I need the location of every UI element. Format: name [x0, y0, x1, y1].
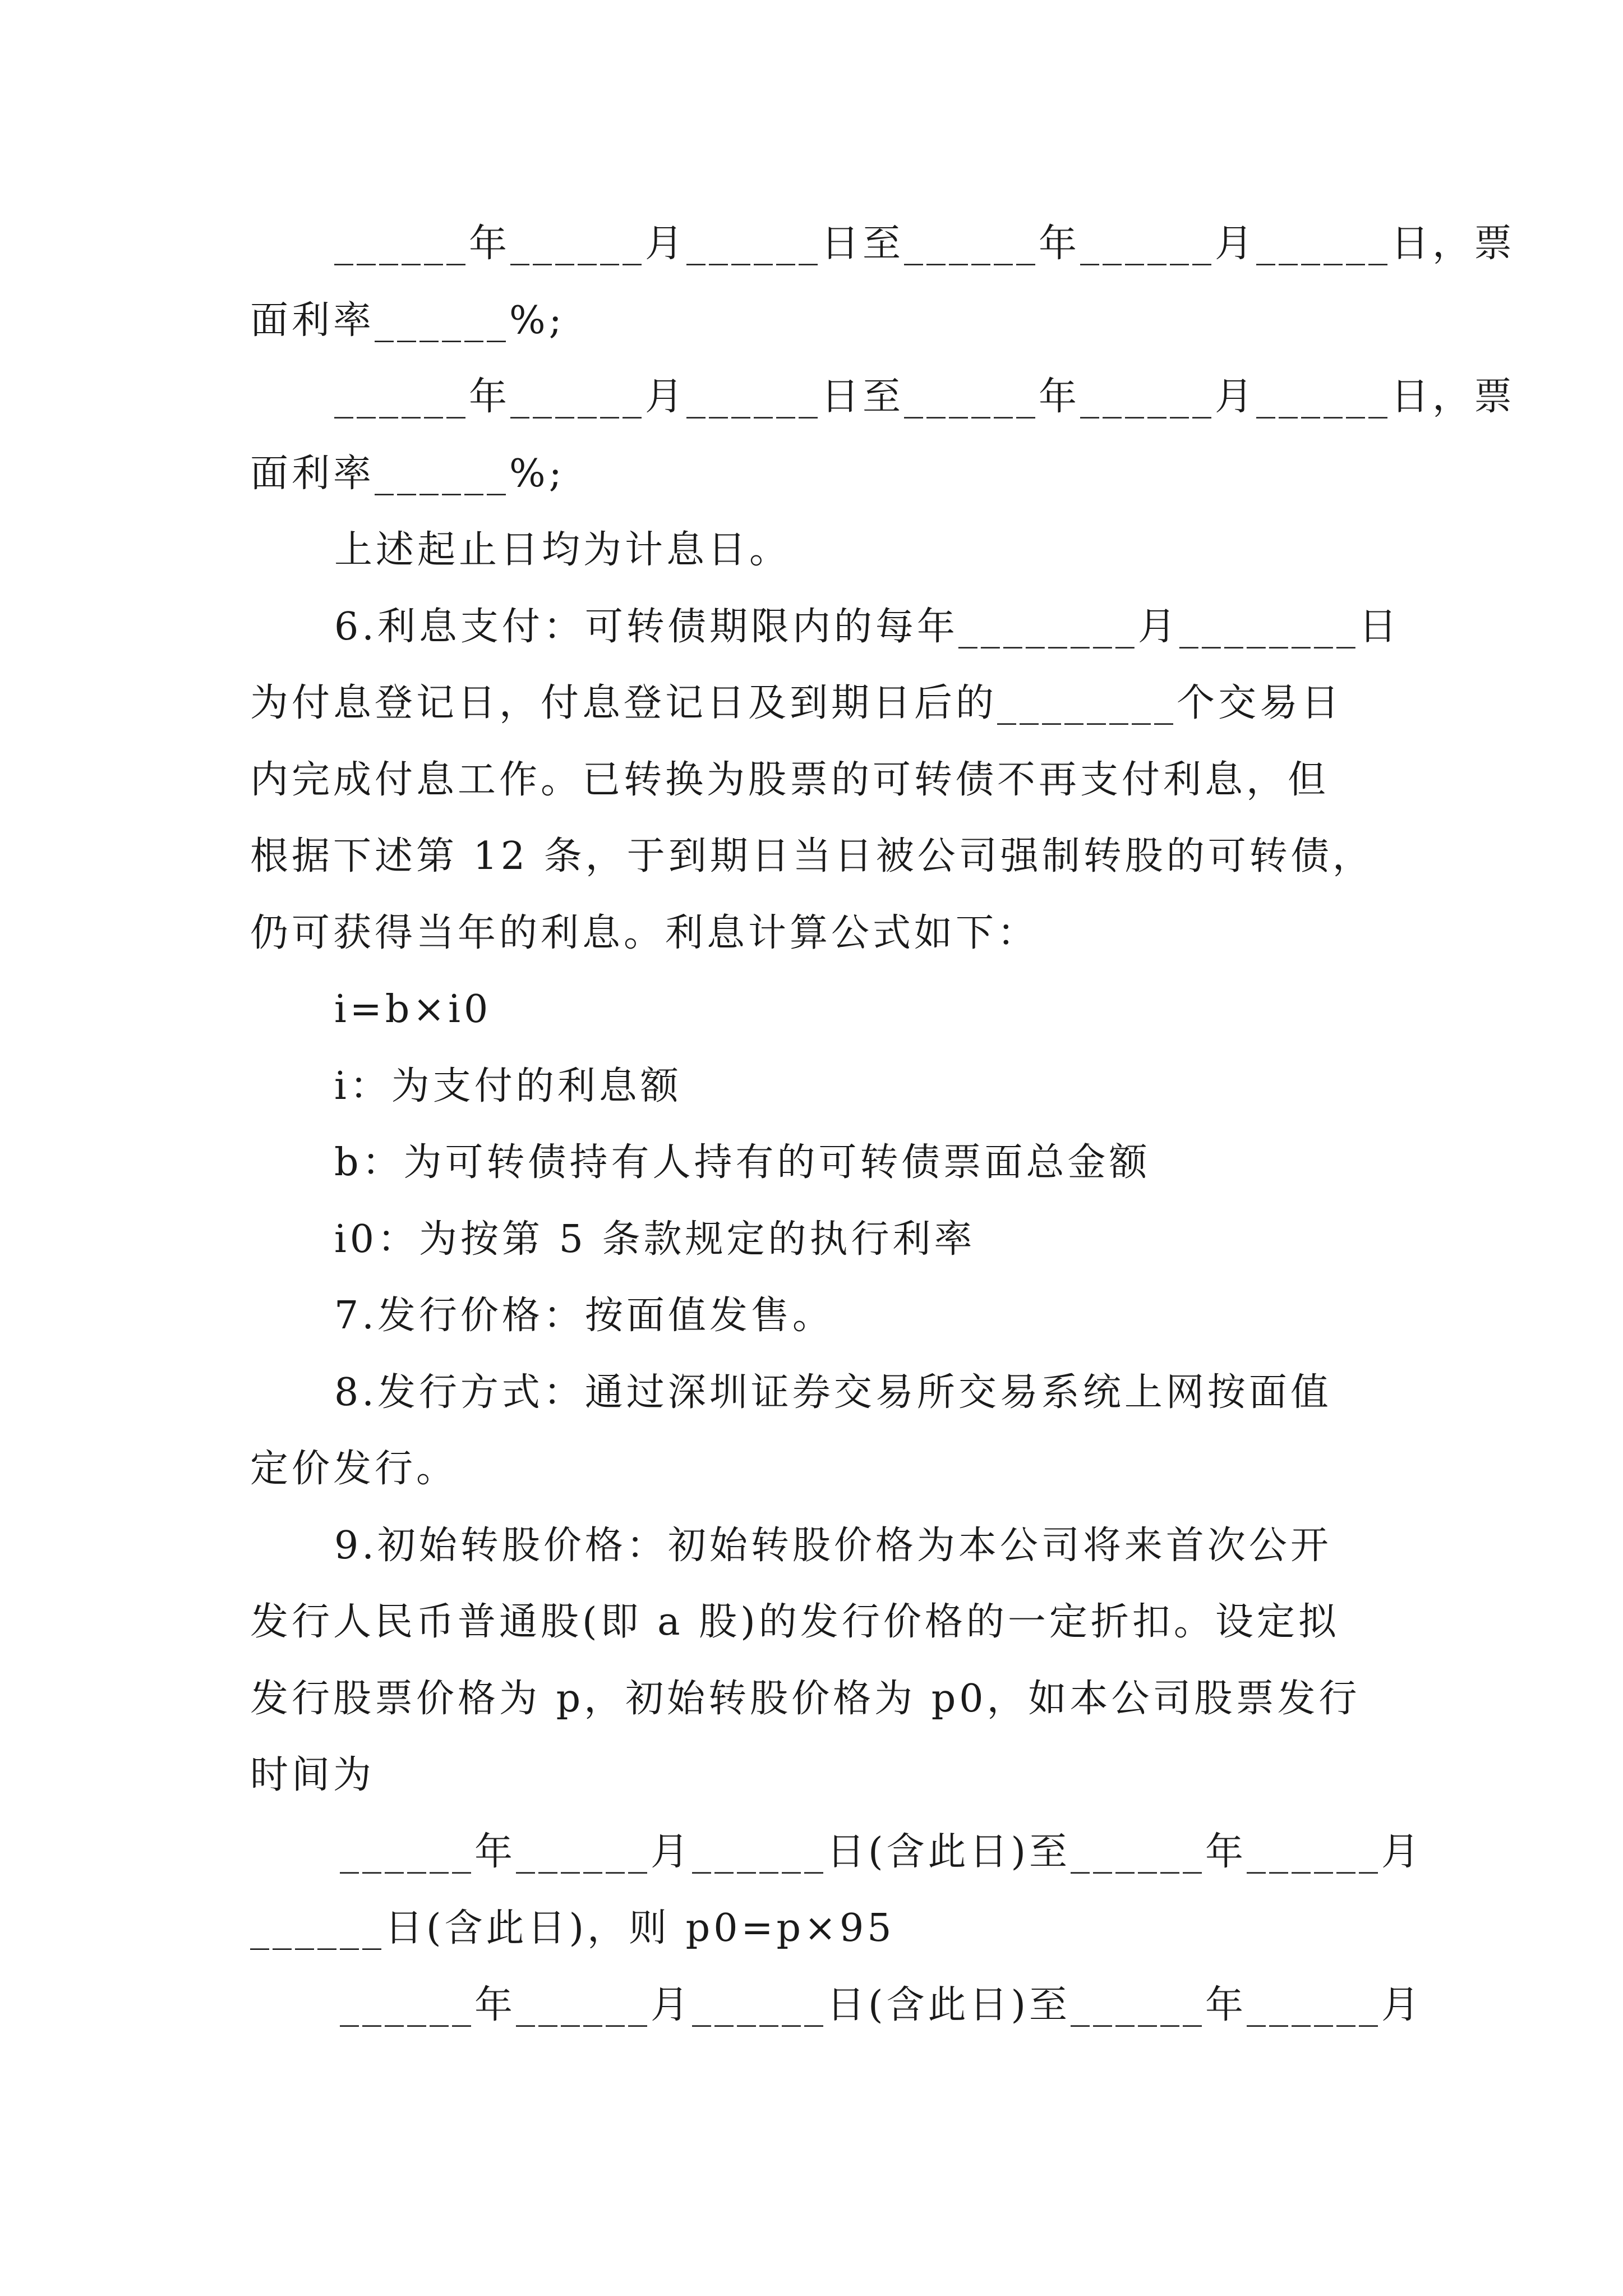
section-9-line-2: 发行人民币普通股(即 a 股)的发行价格的一定折扣。设定拟 — [250, 1600, 1340, 1644]
section-6-line-2: 为付息登记日，付息登记日及到期日后的________个交易日 — [250, 681, 1343, 725]
coupon-rate-line-2: 面利率______%; — [250, 452, 565, 496]
coupon-rate-line-1: 面利率______%; — [250, 298, 565, 343]
formula-def-i0: i0：为按第 5 条款规定的执行利率 — [334, 1217, 976, 1262]
section-9-heading: 9.初始转股价格：初始转股价格为本公司将来首次公开 — [334, 1524, 1332, 1568]
interest-days-note: 上述起止日均为计息日。 — [334, 528, 791, 572]
section-8-line-2: 定价发行。 — [250, 1447, 458, 1491]
formula-def-b: b：为可转债持有人持有的可转债票面总金额 — [334, 1140, 1151, 1185]
section-6-line-3: 内完成付息工作。已转换为股票的可转债不再支付利息，但 — [250, 758, 1330, 802]
section-6-line-4: 根据下述第 12 条，于到期日当日被公司强制转股的可转债， — [250, 834, 1374, 878]
section-6-heading: 6.利息支付：可转债期限内的每年________月________日 — [334, 605, 1400, 649]
formula-def-i: i：为支付的利息额 — [334, 1064, 682, 1108]
date-range-line-2: ______年______月______日至______年______月______日，票 — [334, 375, 1516, 419]
section-9-line-3: 发行股票价格为 p，初始转股价格为 p0，如本公司股票发行 — [250, 1677, 1361, 1721]
section-8-heading: 8.发行方式：通过深圳证券交易所交易系统上网按面值 — [334, 1370, 1332, 1415]
date-range-line-4: ______年______月______日(含此日)至______年______月 — [340, 1983, 1423, 2027]
date-range-line-3-cont: ______日(含此日)，则 p0=p×95 — [250, 1906, 895, 1950]
section-9-line-4: 时间为 — [250, 1753, 375, 1797]
section-6-line-5: 仍可获得当年的利息。利息计算公式如下： — [250, 911, 1039, 955]
date-range-line-3: ______年______月______日(含此日)至______年______月 — [340, 1830, 1423, 1874]
section-7-line: 7.发行价格：按面值发售。 — [334, 1294, 834, 1338]
interest-formula: i=b×i0 — [334, 987, 492, 1032]
date-range-line-1: ______年______月______日至______年______月______日，票 — [334, 222, 1516, 266]
